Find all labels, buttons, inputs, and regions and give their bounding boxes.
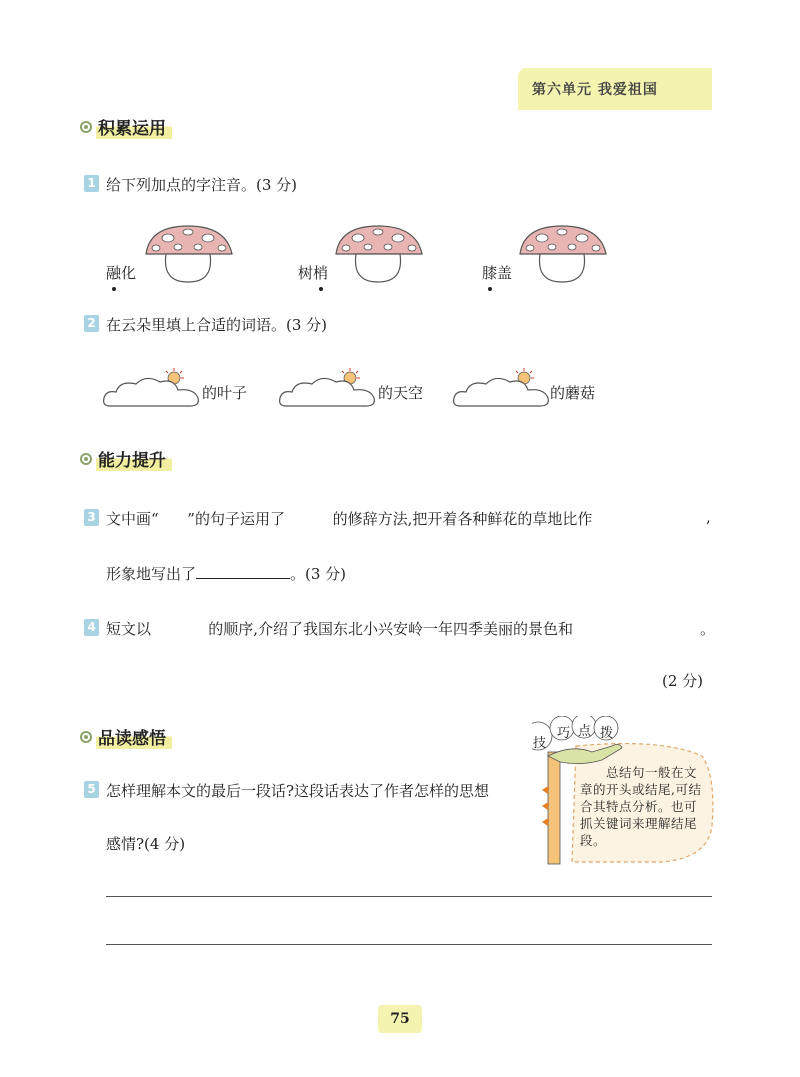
word-pre: 树 — [298, 264, 314, 282]
dotted-char: 膝 — [482, 264, 498, 282]
section-accumulate — [80, 114, 172, 139]
dotted-char: 梢 — [313, 264, 329, 282]
question-4-text: 短文以 的顺序,介绍了我国东北小兴安岭一年四季美丽的景色和 — [106, 620, 573, 638]
section-title: 品读感悟 — [96, 724, 172, 749]
question-3-line-1: 文中画“ ”的句子运用了 的修辞方法,把开着各种鲜花的草地比作 — [106, 510, 593, 528]
question-3-line-2 — [106, 563, 346, 584]
section-bullet-icon — [80, 453, 92, 465]
section-bullet-icon — [80, 121, 92, 133]
tip-label-char: 技 — [533, 736, 547, 751]
question-number: 1 — [84, 175, 99, 192]
section-reading — [80, 724, 172, 749]
word-2 — [298, 262, 328, 283]
question-number: 4 — [84, 619, 99, 636]
cloud-label-3: 的蘑菇 — [550, 384, 596, 402]
dotted-char: 融 — [106, 264, 122, 282]
question-2-text: 在云朵里填上合适的词语。(3 分) — [106, 316, 328, 334]
answer-line[interactable] — [106, 944, 712, 945]
tip-text: 总结句一般在文章的开头或结尾,可结合其特点分析。也可抓关键词来理解结尾段。 — [580, 765, 702, 848]
cloud-answer-box-2[interactable] — [278, 368, 378, 410]
cloud-label-1: 的叶子 — [202, 384, 248, 402]
cloud-answer-box-3[interactable] — [452, 368, 552, 410]
cloud-answer-box-1[interactable] — [102, 368, 202, 410]
page-number: 75 — [378, 1005, 422, 1033]
section-bullet-icon — [80, 731, 92, 743]
unit-title-tab: 第六单元 我爱祖国 — [518, 68, 712, 110]
question-4-score: (2 分) — [662, 672, 704, 690]
question-number: 2 — [84, 315, 99, 332]
word-rest: 盖 — [497, 264, 513, 282]
tip-label-char: 拨 — [600, 726, 614, 741]
mushroom-answer-box-3[interactable] — [514, 224, 610, 286]
q3-line2-pre: 形象地写出了 — [106, 565, 197, 583]
question-5-line-2: 感情?(4 分) — [106, 835, 186, 853]
section-ability — [80, 446, 172, 471]
word-3 — [482, 262, 512, 283]
question-1-text: 给下列加点的字注音。(3 分) — [106, 176, 298, 194]
mushroom-answer-box-2[interactable] — [330, 224, 426, 286]
word-rest: 化 — [121, 264, 137, 282]
question-number: 3 — [84, 509, 99, 526]
answer-line[interactable] — [106, 896, 712, 897]
word-1 — [106, 262, 136, 283]
section-title: 能力提升 — [96, 446, 172, 471]
question-3-comma: , — [706, 508, 711, 526]
tip-label-char: 巧 — [557, 726, 571, 741]
q3-line2-post: 。(3 分) — [290, 565, 347, 583]
question-number: 5 — [84, 781, 99, 798]
mushroom-answer-box-1[interactable] — [140, 224, 236, 286]
q3-answer-blank[interactable] — [196, 565, 290, 579]
question-5-line-1: 怎样理解本文的最后一段话?这段话表达了作者怎样的思想 — [106, 782, 490, 800]
section-title: 积累运用 — [96, 114, 172, 139]
tip-label-char: 点 — [578, 724, 592, 739]
cloud-label-2: 的天空 — [378, 384, 424, 402]
question-4-end: 。 — [700, 620, 716, 638]
